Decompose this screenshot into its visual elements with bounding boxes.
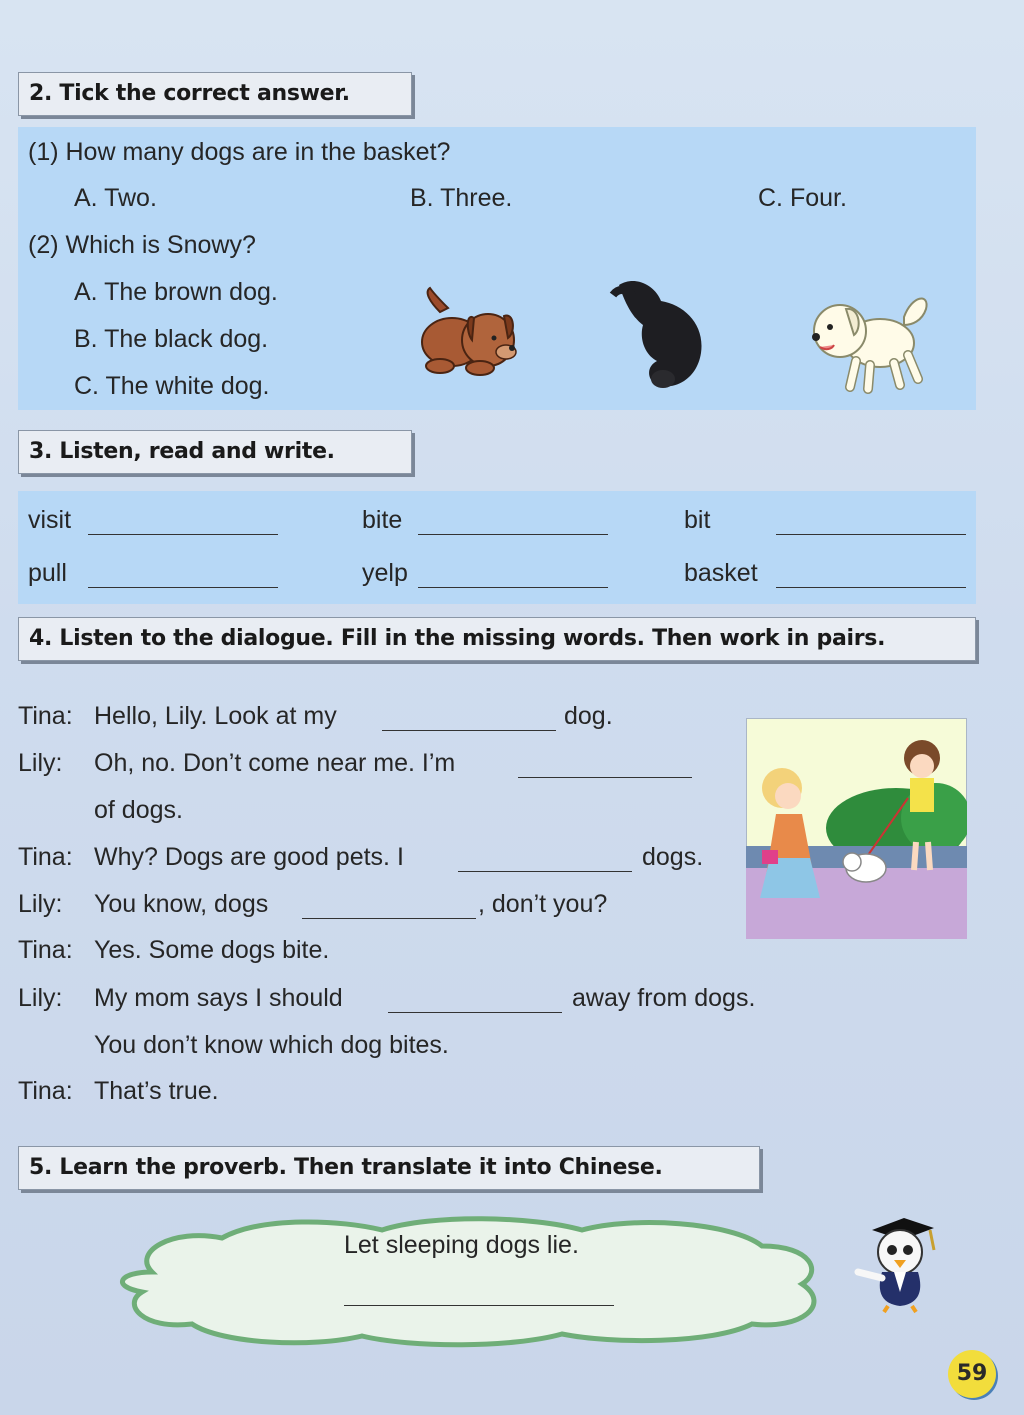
dialogue-text: dog. bbox=[564, 702, 613, 730]
speaker-lily: Lily: bbox=[18, 984, 63, 1012]
speaker-lily: Lily: bbox=[18, 749, 63, 777]
dialogue-text: You don’t know which dog bites. bbox=[94, 1031, 449, 1059]
speaker-tina: Tina: bbox=[18, 702, 73, 730]
q2-option-c[interactable]: C. The white dog. bbox=[74, 372, 270, 400]
speaker-lily: Lily: bbox=[18, 890, 63, 918]
section-4-header: 4. Listen to the dialogue. Fill in the missing words. Then work in pairs. bbox=[18, 617, 976, 661]
section-5-header: 5. Learn the proverb. Then translate it into Chinese. bbox=[18, 1146, 760, 1190]
speaker-tina: Tina: bbox=[18, 1077, 73, 1105]
dialogue-text: Hello, Lily. Look at my bbox=[94, 702, 337, 730]
blank-visit[interactable] bbox=[88, 534, 278, 535]
q2-option-a[interactable]: A. The brown dog. bbox=[74, 278, 278, 306]
blank-basket[interactable] bbox=[776, 587, 966, 588]
brown-dog-illustration bbox=[410, 282, 528, 382]
q1-option-b[interactable]: B. Three. bbox=[410, 184, 513, 212]
dialogue-text: My mom says I should bbox=[94, 984, 343, 1012]
question-2: (2) Which is Snowy? bbox=[28, 231, 256, 259]
dialogue-blank-5[interactable] bbox=[388, 1012, 562, 1013]
word-visit: visit bbox=[28, 506, 72, 534]
translation-blank[interactable] bbox=[344, 1305, 614, 1306]
dialogue-text: Yes. Some dogs bite. bbox=[94, 936, 330, 964]
dialogue-text: away from dogs. bbox=[572, 984, 756, 1012]
word-yelp: yelp bbox=[362, 559, 408, 587]
word-bit: bit bbox=[684, 506, 711, 534]
girls-with-dog-illustration bbox=[746, 718, 967, 939]
speaker-tina: Tina: bbox=[18, 936, 73, 964]
dialogue-blank-3[interactable] bbox=[458, 871, 632, 872]
word-bite: bite bbox=[362, 506, 403, 534]
blank-bite[interactable] bbox=[418, 534, 608, 535]
owl-mascot bbox=[852, 1212, 944, 1314]
dialogue-text: Oh, no. Don’t come near me. I’m bbox=[94, 749, 456, 777]
blank-bit[interactable] bbox=[776, 534, 966, 535]
dialogue-blank-2[interactable] bbox=[518, 777, 692, 778]
word-basket: basket bbox=[684, 559, 758, 587]
speaker-tina: Tina: bbox=[18, 843, 73, 871]
dialogue-text: of dogs. bbox=[94, 796, 183, 824]
dialogue-text: Why? Dogs are good pets. I bbox=[94, 843, 404, 871]
dialogue-text: dogs. bbox=[642, 843, 704, 871]
dialogue-blank-1[interactable] bbox=[382, 730, 556, 731]
word-pull: pull bbox=[28, 559, 67, 587]
dialogue-text: That’s true. bbox=[94, 1077, 219, 1105]
blank-yelp[interactable] bbox=[418, 587, 608, 588]
page-number-badge bbox=[948, 1350, 996, 1398]
page-number: 59 bbox=[956, 1361, 988, 1386]
section-2-header: 2. Tick the correct answer. bbox=[18, 72, 412, 116]
blank-pull[interactable] bbox=[88, 587, 278, 588]
q1-option-c[interactable]: C. Four. bbox=[758, 184, 847, 212]
question-1: (1) How many dogs are in the basket? bbox=[28, 138, 451, 166]
black-dog-illustration bbox=[605, 275, 715, 395]
white-dog-illustration bbox=[800, 285, 935, 395]
q2-option-b[interactable]: B. The black dog. bbox=[74, 325, 269, 353]
dialogue-text: , don’t you? bbox=[478, 890, 608, 918]
proverb-text: Let sleeping dogs lie. bbox=[344, 1231, 579, 1259]
dialogue-blank-4[interactable] bbox=[302, 918, 476, 919]
dialogue-text: You know, dogs bbox=[94, 890, 269, 918]
q1-option-a[interactable]: A. Two. bbox=[74, 184, 157, 212]
section-3-header: 3. Listen, read and write. bbox=[18, 430, 412, 474]
